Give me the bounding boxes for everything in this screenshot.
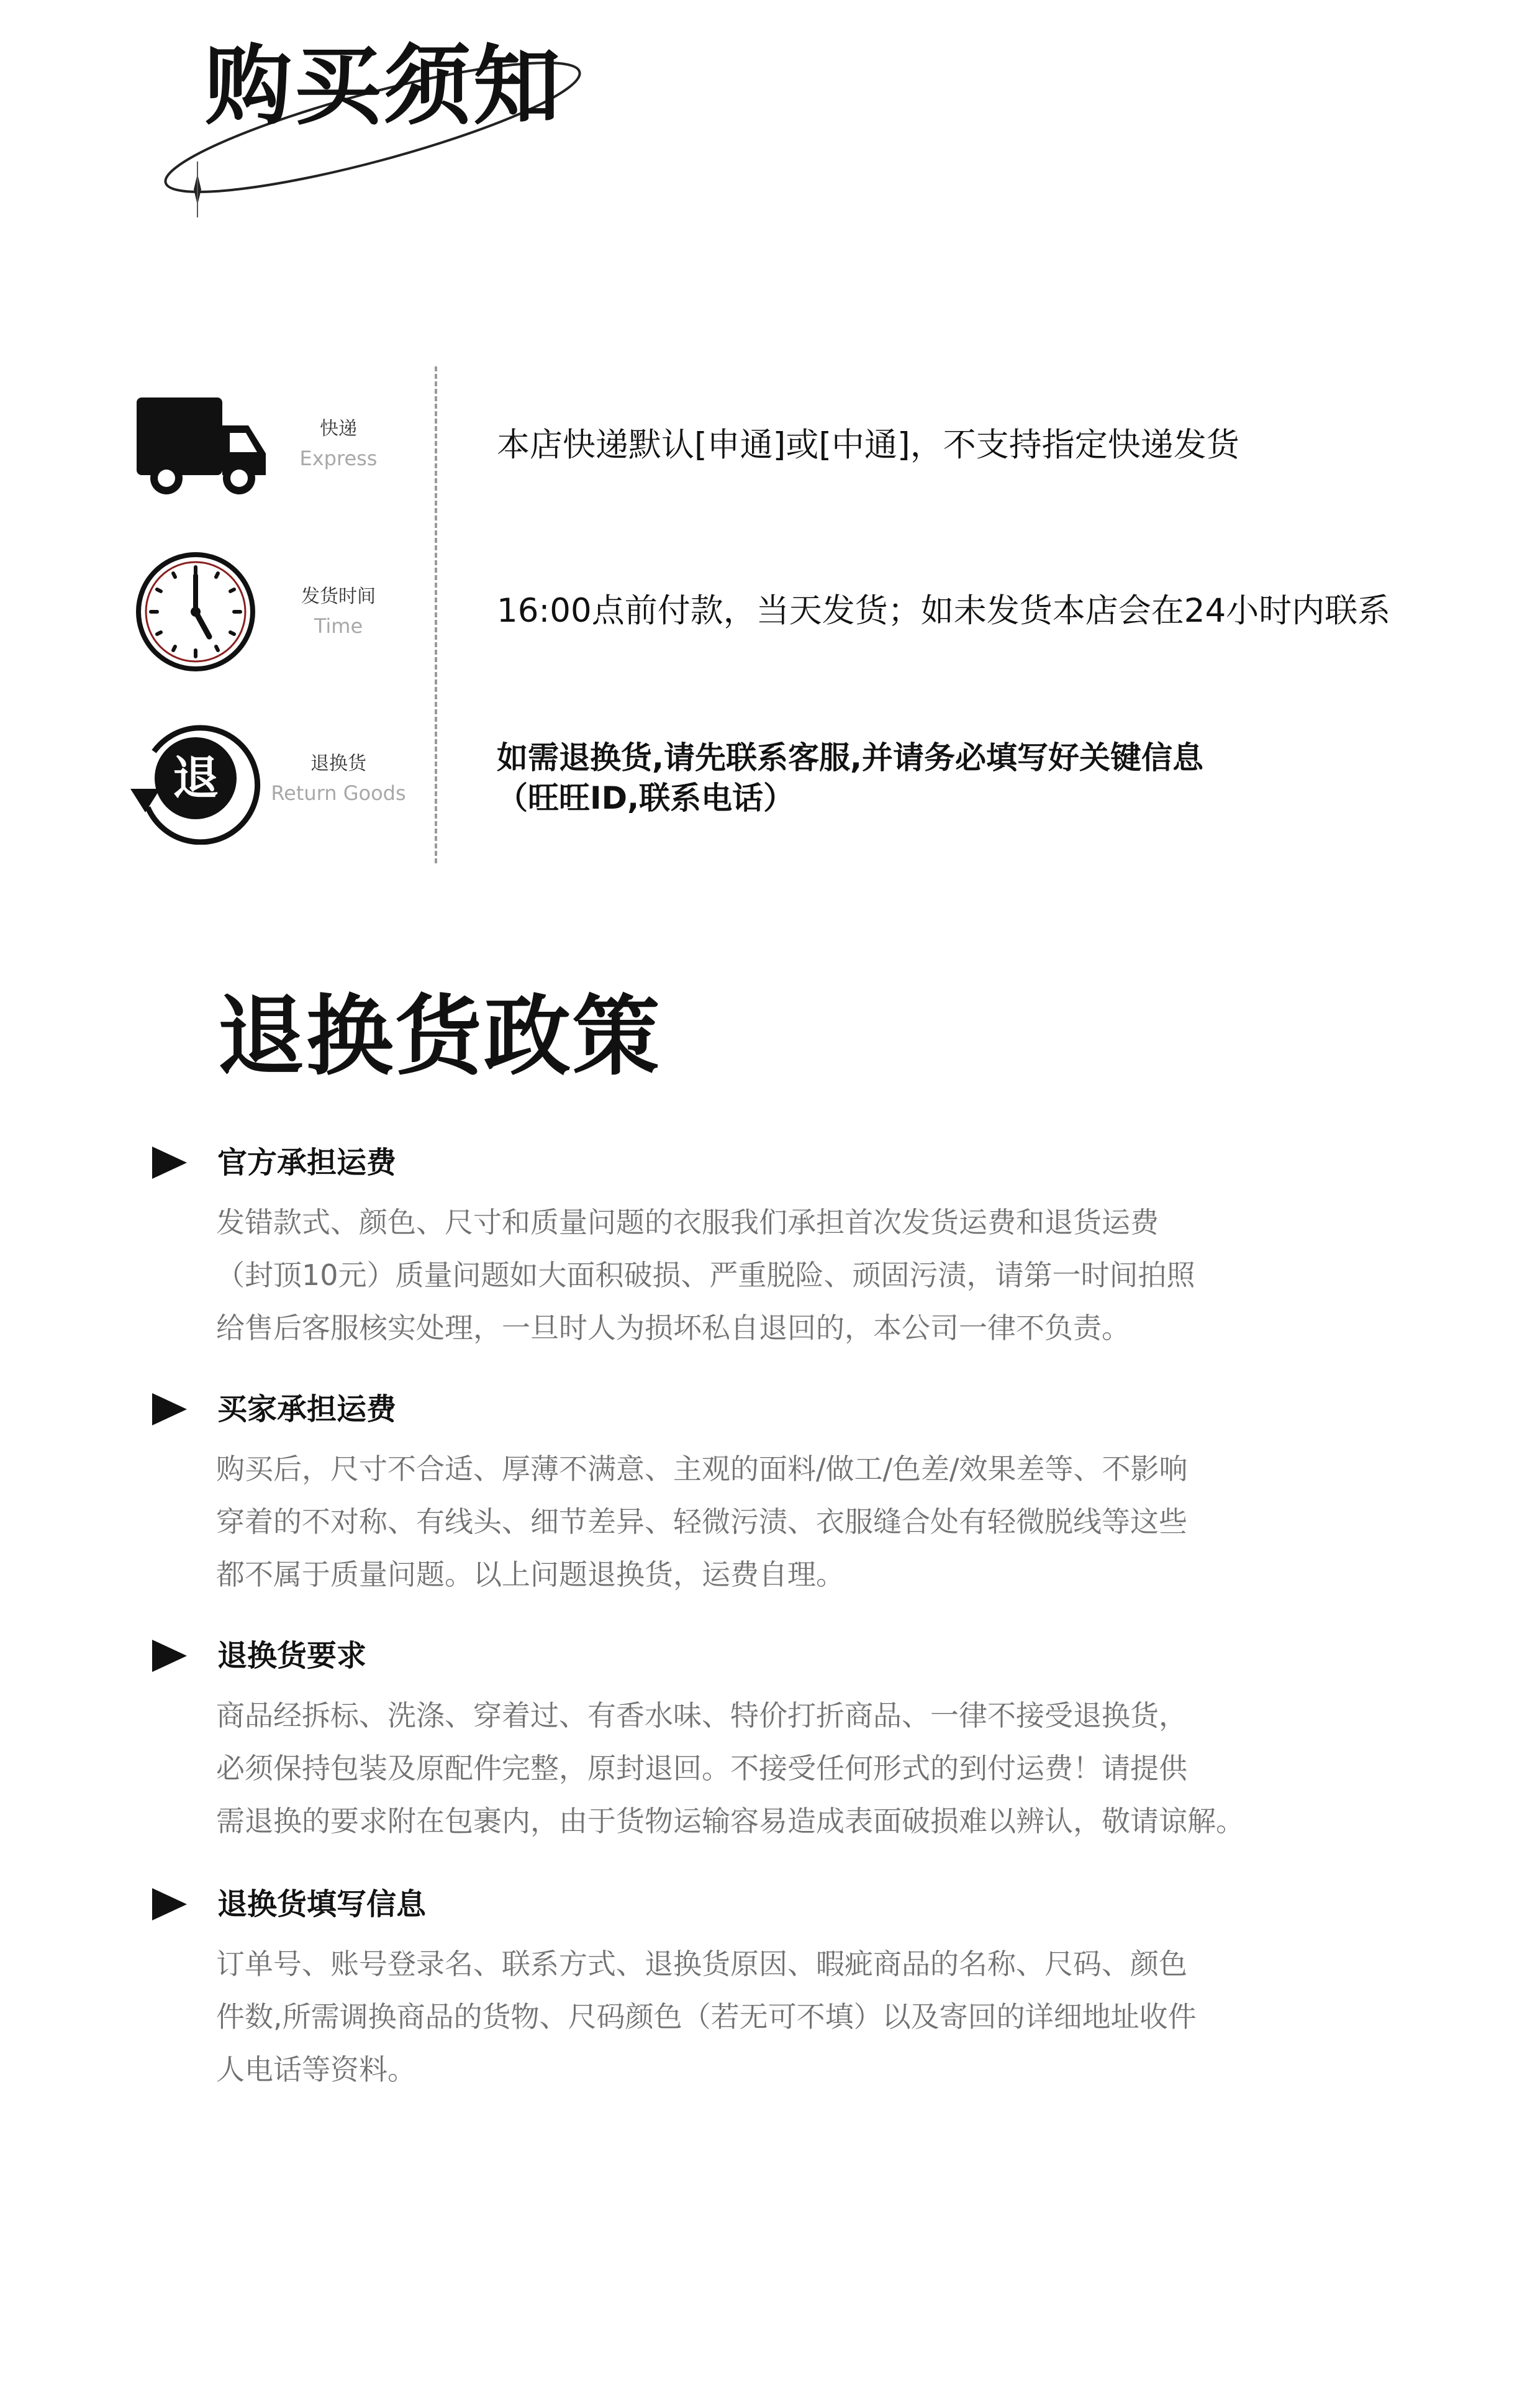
- return-label-en: Return Goods: [271, 781, 406, 805]
- paragraph-line: 必须保持包装及原配件完整，原封退回。不接受任何形式的到付运费！请提供: [216, 1751, 1187, 1785]
- paragraph-line: 件数,所需调换商品的货物、尺码颜色（若无可不填）以及寄回的详细地址收件: [216, 2000, 1197, 2033]
- paragraph-line: 都不属于质量问题。以上问题退换货，运费自理。: [216, 1558, 845, 1591]
- paragraph-line: 穿着的不对称、有线头、细节差异、轻微污渍、衣服缝合处有轻微脱线等这些: [216, 1505, 1187, 1538]
- paragraph-line: 商品经拆标、洗涤、穿着过、有香水味、特价打折商品、一律不接受退换货，: [216, 1699, 1187, 1732]
- vertical-divider: [435, 366, 437, 863]
- section-paragraph: [216, 1443, 1188, 1601]
- time-label: 发货时间: [301, 586, 376, 607]
- paragraph-line: 订单号、账号登录名、联系方式、退换货原因、暇疵商品的名称、尺码、颜色: [216, 1947, 1187, 1981]
- time-label-en: Time: [314, 614, 363, 638]
- express-info: 本店快递默认[申通]或[中通]，不支持指定快递发货: [497, 426, 1239, 464]
- paragraph-line: 给售后客服核实处理，一旦时人为损坏私自退回的，本公司一律不负责。: [216, 1311, 1130, 1345]
- express-label: 快递: [320, 418, 357, 440]
- section-paragraph: [216, 1196, 1195, 1355]
- return-label: 退换货: [310, 753, 366, 775]
- paragraph-line: 购买后，尺寸不合适、厚薄不满意、主观的面料/做工/色差/效果差等、不影响: [216, 1452, 1188, 1486]
- paragraph-line: 发错款式、颜色、尺寸和质量问题的衣服我们承担首次发货运费和退货运费: [216, 1206, 1159, 1239]
- section-paragraph: [216, 1689, 1244, 1848]
- truck-icon: [137, 398, 267, 497]
- page-title: 购买须知: [205, 36, 563, 137]
- section-title: 退换货要求: [217, 1638, 367, 1673]
- arrow-icon: [152, 1888, 187, 1920]
- return-icon: [123, 714, 263, 845]
- section-title: 退换货填写信息: [217, 1887, 427, 1922]
- arrow-icon: [152, 1147, 187, 1179]
- return-info-line-1: 如需退换货,请先联系客服,并请务必填写好关键信息: [497, 740, 1203, 776]
- clock-icon: [134, 550, 258, 674]
- paragraph-line: （封顶10元）质量问题如大面积破损、严重脱险、顽固污渍，请第一时间拍照: [216, 1258, 1195, 1292]
- arrow-icon: [152, 1640, 187, 1672]
- section-paragraph: [216, 1938, 1197, 2096]
- paragraph-line: 需退换的要求附在包裹内，由于货物运输容易造成表面破损难以辨认，敬请谅解。: [216, 1804, 1244, 1838]
- paragraph-line: 人电话等资料。: [216, 2053, 416, 2086]
- section-title: 买家承担运费: [217, 1392, 397, 1427]
- policy-title: 退换货政策: [217, 986, 662, 1088]
- time-info: 16:00点前付款，当天发货；如未发货本店会在24小时内联系: [497, 592, 1391, 630]
- express-label-en: Express: [299, 447, 378, 470]
- return-info-line-2: （旺旺ID,联系电话）: [497, 780, 795, 816]
- section-title: 官方承担运费: [217, 1145, 397, 1180]
- svg-text:退: 退: [173, 752, 219, 805]
- arrow-icon: [152, 1393, 187, 1425]
